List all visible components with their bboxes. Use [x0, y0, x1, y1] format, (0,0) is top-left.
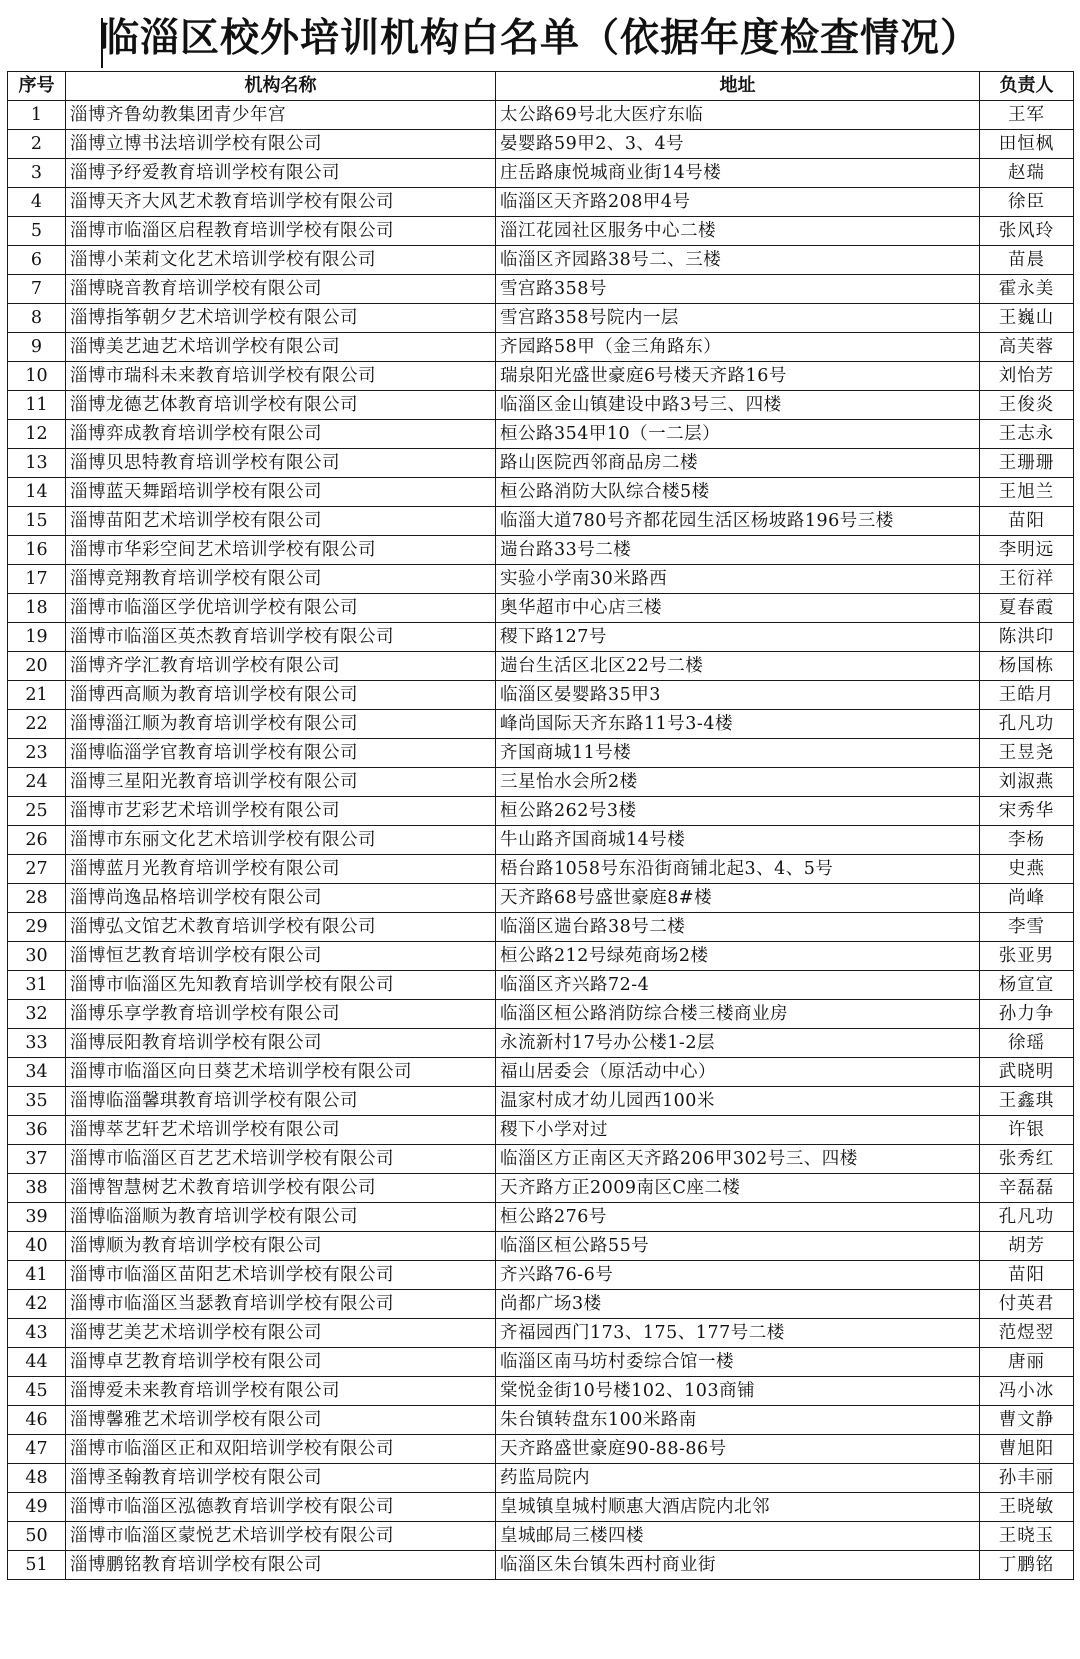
cell-address: 庄岳路康悦城商业街14号楼: [496, 159, 980, 188]
cell-address: 雪宫路358号: [496, 275, 980, 304]
table-row: [8, 1174, 1074, 1203]
cell-address: 临淄区天齐路208甲4号: [496, 188, 980, 217]
cell-institution-name: 淄博市临淄区当瑟教育培训学校有限公司: [66, 1290, 496, 1319]
cell-person-in-charge: 田恒枫: [980, 130, 1074, 159]
cell-person-in-charge: 王晓玉: [980, 1522, 1074, 1551]
cell-person-in-charge: 王珊珊: [980, 449, 1074, 478]
cell-person-in-charge: 张秀红: [980, 1145, 1074, 1174]
cell-no: 10: [8, 362, 66, 391]
cell-no: 7: [8, 275, 66, 304]
cell-institution-name: 淄博爱未来教育培训学校有限公司: [66, 1377, 496, 1406]
cell-no: 37: [8, 1145, 66, 1174]
cell-person-in-charge: 刘怡芳: [980, 362, 1074, 391]
cell-institution-name: 淄博馨雅艺术培训学校有限公司: [66, 1406, 496, 1435]
cell-person-in-charge: 杨宣宣: [980, 971, 1074, 1000]
cell-address: 临淄区遄台路38号二楼: [496, 913, 980, 942]
cell-address: 临淄区齐园路38号二、三楼: [496, 246, 980, 275]
cell-person-in-charge: 胡芳: [980, 1232, 1074, 1261]
cell-address: 天齐路方正2009南区C座二楼: [496, 1174, 980, 1203]
cell-institution-name: 淄博市临淄区向日葵艺术培训学校有限公司: [66, 1058, 496, 1087]
cell-institution-name: 淄博卓艺教育培训学校有限公司: [66, 1348, 496, 1377]
cell-person-in-charge: 杨国栋: [980, 652, 1074, 681]
cell-institution-name: 淄博晓音教育培训学校有限公司: [66, 275, 496, 304]
cell-no: 30: [8, 942, 66, 971]
cell-institution-name: 淄博圣翰教育培训学校有限公司: [66, 1464, 496, 1493]
table-row: [8, 507, 1074, 536]
cell-no: 17: [8, 565, 66, 594]
cell-address: 遄台路33号二楼: [496, 536, 980, 565]
cell-institution-name: 淄博市临淄区百艺艺术培训学校有限公司: [66, 1145, 496, 1174]
cell-institution-name: 淄博蓝天舞蹈培训学校有限公司: [66, 478, 496, 507]
cell-institution-name: 淄博竞翔教育培训学校有限公司: [66, 565, 496, 594]
cell-no: 26: [8, 826, 66, 855]
cell-no: 23: [8, 739, 66, 768]
cell-address: 桓公路262号3楼: [496, 797, 980, 826]
table-row: [8, 942, 1074, 971]
cell-institution-name: 淄博智慧树艺术教育培训学校有限公司: [66, 1174, 496, 1203]
cell-no: 46: [8, 1406, 66, 1435]
cell-no: 27: [8, 855, 66, 884]
cell-no: 8: [8, 304, 66, 333]
cell-address: 桓公路212号绿苑商场2楼: [496, 942, 980, 971]
cell-institution-name: 淄博市临淄区英杰教育培训学校有限公司: [66, 623, 496, 652]
cell-institution-name: 淄博美艺迪艺术培训学校有限公司: [66, 333, 496, 362]
cell-no: 44: [8, 1348, 66, 1377]
cell-no: 18: [8, 594, 66, 623]
cell-no: 14: [8, 478, 66, 507]
cell-no: 11: [8, 391, 66, 420]
table-row: [8, 246, 1074, 275]
cell-institution-name: 淄博齐学汇教育培训学校有限公司: [66, 652, 496, 681]
header-address: 地址: [496, 72, 980, 101]
cell-no: 51: [8, 1551, 66, 1580]
cell-address: 三星怡水会所2楼: [496, 768, 980, 797]
cell-institution-name: 淄博齐鲁幼教集团青少年宫: [66, 101, 496, 130]
cell-address: 朱台镇转盘东100米路南: [496, 1406, 980, 1435]
cell-address: 齐园路58甲（金三角路东）: [496, 333, 980, 362]
table-row: [8, 1058, 1074, 1087]
cell-institution-name: 淄博市东丽文化艺术培训学校有限公司: [66, 826, 496, 855]
cell-address: 临淄大道780号齐都花园生活区杨坡路196号三楼: [496, 507, 980, 536]
cell-no: 3: [8, 159, 66, 188]
cell-person-in-charge: 孙力争: [980, 1000, 1074, 1029]
cell-no: 13: [8, 449, 66, 478]
cell-person-in-charge: 许银: [980, 1116, 1074, 1145]
cell-no: 19: [8, 623, 66, 652]
table-row: [8, 362, 1074, 391]
cell-institution-name: 淄博乐享学教育培训学校有限公司: [66, 1000, 496, 1029]
cell-person-in-charge: 孙丰丽: [980, 1464, 1074, 1493]
cell-address: 临淄区桓公路消防综合楼三楼商业房: [496, 1000, 980, 1029]
cell-no: 45: [8, 1377, 66, 1406]
cell-person-in-charge: 王军: [980, 101, 1074, 130]
cell-institution-name: 淄博临淄馨琪教育培训学校有限公司: [66, 1087, 496, 1116]
cell-no: 47: [8, 1435, 66, 1464]
cell-no: 5: [8, 217, 66, 246]
table-row: [8, 826, 1074, 855]
cell-address: 淄江花园社区服务中心二楼: [496, 217, 980, 246]
cell-institution-name: 淄博临淄学官教育培训学校有限公司: [66, 739, 496, 768]
cell-person-in-charge: 孔凡功: [980, 710, 1074, 739]
header-name: 机构名称: [66, 72, 496, 101]
cell-institution-name: 淄博艺美艺术培训学校有限公司: [66, 1319, 496, 1348]
table-row: [8, 1435, 1074, 1464]
cell-address: 奥华超市中心店三楼: [496, 594, 980, 623]
table-row: [8, 275, 1074, 304]
cell-address: 永流新村17号办公楼1-2层: [496, 1029, 980, 1058]
cell-person-in-charge: 王晓敏: [980, 1493, 1074, 1522]
cell-no: 50: [8, 1522, 66, 1551]
cell-person-in-charge: 丁鹏铭: [980, 1551, 1074, 1580]
table-row: [8, 1116, 1074, 1145]
table-row: [8, 855, 1074, 884]
cell-person-in-charge: 曹旭阳: [980, 1435, 1074, 1464]
table-row: [8, 449, 1074, 478]
table-row: [8, 1290, 1074, 1319]
cell-person-in-charge: 辛磊磊: [980, 1174, 1074, 1203]
cell-no: 49: [8, 1493, 66, 1522]
header-person: 负责人: [980, 72, 1074, 101]
cell-no: 20: [8, 652, 66, 681]
table-row: [8, 652, 1074, 681]
table-row: [8, 101, 1074, 130]
table-row: [8, 681, 1074, 710]
table-row: [8, 1493, 1074, 1522]
cell-person-in-charge: 李明远: [980, 536, 1074, 565]
table-row: [8, 1261, 1074, 1290]
table-row: [8, 565, 1074, 594]
cell-no: 43: [8, 1319, 66, 1348]
cell-person-in-charge: 冯小冰: [980, 1377, 1074, 1406]
cell-address: 桓公路276号: [496, 1203, 980, 1232]
cell-person-in-charge: 王俊炎: [980, 391, 1074, 420]
table-row: [8, 1377, 1074, 1406]
cell-no: 6: [8, 246, 66, 275]
cell-address: 晏婴路59甲2、3、4号: [496, 130, 980, 159]
cell-institution-name: 淄博市华彩空间艺术培训学校有限公司: [66, 536, 496, 565]
cell-institution-name: 淄博立博书法培训学校有限公司: [66, 130, 496, 159]
cell-no: 12: [8, 420, 66, 449]
table-row: [8, 797, 1074, 826]
table-row: [8, 1145, 1074, 1174]
cell-person-in-charge: 李杨: [980, 826, 1074, 855]
cell-no: 22: [8, 710, 66, 739]
cell-address: 实验小学南30米路西: [496, 565, 980, 594]
cell-no: 1: [8, 101, 66, 130]
cell-no: 39: [8, 1203, 66, 1232]
document-title: 临淄区校外培训机构白名单（依据年度检查情况）: [99, 16, 980, 61]
cell-address: 天齐路盛世豪庭90-88-86号: [496, 1435, 980, 1464]
cell-no: 2: [8, 130, 66, 159]
cell-institution-name: 淄博三星阳光教育培训学校有限公司: [66, 768, 496, 797]
cell-address: 桓公路354甲10（一二层）: [496, 420, 980, 449]
cell-address: 桓公路消防大队综合楼5楼: [496, 478, 980, 507]
cell-address: 太公路69号北大医疗东临: [496, 101, 980, 130]
cell-address: 临淄区晏婴路35甲3: [496, 681, 980, 710]
cell-no: 48: [8, 1464, 66, 1493]
cell-address: 齐兴路76-6号: [496, 1261, 980, 1290]
cell-institution-name: 淄博弈成教育培训学校有限公司: [66, 420, 496, 449]
cell-no: 15: [8, 507, 66, 536]
cell-person-in-charge: 王衍祥: [980, 565, 1074, 594]
cell-address: 尚都广场3楼: [496, 1290, 980, 1319]
cell-address: 福山居委会（原活动中心）: [496, 1058, 980, 1087]
cell-no: 40: [8, 1232, 66, 1261]
cell-institution-name: 淄博天齐大风艺术教育培训学校有限公司: [66, 188, 496, 217]
cell-person-in-charge: 陈洪印: [980, 623, 1074, 652]
table-row: [8, 1464, 1074, 1493]
table-row: [8, 1406, 1074, 1435]
cell-person-in-charge: 尚峰: [980, 884, 1074, 913]
cell-address: 临淄区齐兴路72-4: [496, 971, 980, 1000]
cell-person-in-charge: 王皓月: [980, 681, 1074, 710]
cell-person-in-charge: 高芙蓉: [980, 333, 1074, 362]
cell-person-in-charge: 史燕: [980, 855, 1074, 884]
table-row: [8, 478, 1074, 507]
cell-person-in-charge: 夏春霞: [980, 594, 1074, 623]
cell-no: 38: [8, 1174, 66, 1203]
table-body: [8, 101, 1074, 1580]
cell-address: 齐福园西门173、175、177号二楼: [496, 1319, 980, 1348]
cell-institution-name: 淄博尚逸品格培训学校有限公司: [66, 884, 496, 913]
cell-address: 遄台生活区北区22号二楼: [496, 652, 980, 681]
table-row: [8, 391, 1074, 420]
table-row: [8, 1000, 1074, 1029]
table-row: [8, 1232, 1074, 1261]
cell-no: 31: [8, 971, 66, 1000]
cell-institution-name: 淄博指筝朝夕艺术培训学校有限公司: [66, 304, 496, 333]
cell-address: 药监局院内: [496, 1464, 980, 1493]
cell-person-in-charge: 苗阳: [980, 1261, 1074, 1290]
cell-address: 梧台路1058号东沿街商铺北起3、4、5号: [496, 855, 980, 884]
cell-person-in-charge: 王鑫琪: [980, 1087, 1074, 1116]
table-row: [8, 1348, 1074, 1377]
cell-institution-name: 淄博西高顺为教育培训学校有限公司: [66, 681, 496, 710]
table-header-row: [8, 72, 1074, 101]
cell-institution-name: 淄博蓝月光教育培训学校有限公司: [66, 855, 496, 884]
cell-address: 皇城镇皇城村顺惠大酒店院内北邻: [496, 1493, 980, 1522]
cell-institution-name: 淄博市临淄区先知教育培训学校有限公司: [66, 971, 496, 1000]
cell-person-in-charge: 王志永: [980, 420, 1074, 449]
cell-person-in-charge: 孔凡功: [980, 1203, 1074, 1232]
cell-no: 24: [8, 768, 66, 797]
table-row: [8, 971, 1074, 1000]
table-row: [8, 739, 1074, 768]
cell-person-in-charge: 范煜翌: [980, 1319, 1074, 1348]
cell-person-in-charge: 赵瑞: [980, 159, 1074, 188]
cell-person-in-charge: 宋秀华: [980, 797, 1074, 826]
cell-person-in-charge: 王旭兰: [980, 478, 1074, 507]
cell-address: 齐国商城11号楼: [496, 739, 980, 768]
cell-institution-name: 淄博临淄顺为教育培训学校有限公司: [66, 1203, 496, 1232]
table-row: [8, 1029, 1074, 1058]
cell-person-in-charge: 曹文静: [980, 1406, 1074, 1435]
cell-institution-name: 淄博予纾爱教育培训学校有限公司: [66, 159, 496, 188]
cell-address: 临淄区南马坊村委综合馆一楼: [496, 1348, 980, 1377]
cell-address: 皇城邮局三楼四楼: [496, 1522, 980, 1551]
table-row: [8, 217, 1074, 246]
cell-person-in-charge: 霍永美: [980, 275, 1074, 304]
cell-institution-name: 淄博小茉莉文化艺术培训学校有限公司: [66, 246, 496, 275]
cell-institution-name: 淄博市临淄区学优培训学校有限公司: [66, 594, 496, 623]
cell-address: 稷下路127号: [496, 623, 980, 652]
cell-no: 41: [8, 1261, 66, 1290]
table-row: [8, 304, 1074, 333]
cell-person-in-charge: 张亚男: [980, 942, 1074, 971]
cell-institution-name: 淄博恒艺教育培训学校有限公司: [66, 942, 496, 971]
table-row: [8, 913, 1074, 942]
cell-institution-name: 淄博市临淄区蒙悦艺术培训学校有限公司: [66, 1522, 496, 1551]
cell-person-in-charge: 付英君: [980, 1290, 1074, 1319]
table-row: [8, 1203, 1074, 1232]
cell-address: 稷下小学对过: [496, 1116, 980, 1145]
cell-person-in-charge: 李雪: [980, 913, 1074, 942]
table-row: [8, 710, 1074, 739]
cell-address: 临淄区方正南区天齐路206甲302号三、四楼: [496, 1145, 980, 1174]
cell-institution-name: 淄博市临淄区启程教育培训学校有限公司: [66, 217, 496, 246]
cell-address: 雪宫路358号院内一层: [496, 304, 980, 333]
cell-address: 临淄区桓公路55号: [496, 1232, 980, 1261]
cell-institution-name: 淄博市临淄区苗阳艺术培训学校有限公司: [66, 1261, 496, 1290]
cell-no: 9: [8, 333, 66, 362]
cell-institution-name: 淄博萃艺轩艺术培训学校有限公司: [66, 1116, 496, 1145]
cell-address: 路山医院西邻商品房二楼: [496, 449, 980, 478]
cell-institution-name: 淄博弘文馆艺术教育培训学校有限公司: [66, 913, 496, 942]
cell-institution-name: 淄博顺为教育培训学校有限公司: [66, 1232, 496, 1261]
cell-no: 25: [8, 797, 66, 826]
cell-institution-name: 淄博市瑞科未来教育培训学校有限公司: [66, 362, 496, 391]
cell-institution-name: 淄博市临淄区泓德教育培训学校有限公司: [66, 1493, 496, 1522]
cell-no: 42: [8, 1290, 66, 1319]
cell-address: 临淄区金山镇建设中路3号三、四楼: [496, 391, 980, 420]
table-row: [8, 130, 1074, 159]
cell-person-in-charge: 武晓明: [980, 1058, 1074, 1087]
table-row: [8, 1551, 1074, 1580]
cell-address: 棠悦金街10号楼102、103商铺: [496, 1377, 980, 1406]
cell-no: 35: [8, 1087, 66, 1116]
cell-institution-name: 淄博辰阳教育培训学校有限公司: [66, 1029, 496, 1058]
table-row: [8, 594, 1074, 623]
cell-person-in-charge: 张风玲: [980, 217, 1074, 246]
table-row: [8, 1319, 1074, 1348]
cell-no: 16: [8, 536, 66, 565]
cell-address: 临淄区朱台镇朱西村商业街: [496, 1551, 980, 1580]
cell-institution-name: 淄博苗阳艺术培训学校有限公司: [66, 507, 496, 536]
cell-no: 4: [8, 188, 66, 217]
cell-address: 峰尚国际天齐东路11号3-4楼: [496, 710, 980, 739]
cell-person-in-charge: 王昱尧: [980, 739, 1074, 768]
cell-no: 32: [8, 1000, 66, 1029]
cell-address: 天齐路68号盛世豪庭8#楼: [496, 884, 980, 913]
cell-institution-name: 淄博淄江顺为教育培训学校有限公司: [66, 710, 496, 739]
cell-no: 33: [8, 1029, 66, 1058]
cell-person-in-charge: 王巍山: [980, 304, 1074, 333]
header-no: 序号: [8, 72, 66, 101]
cell-person-in-charge: 苗晨: [980, 246, 1074, 275]
table-row: [8, 536, 1074, 565]
cell-address: 瑞泉阳光盛世豪庭6号楼天齐路16号: [496, 362, 980, 391]
cell-address: 牛山路齐国商城14号楼: [496, 826, 980, 855]
table-row: [8, 333, 1074, 362]
whitelist-table: [7, 71, 1074, 1580]
cell-no: 34: [8, 1058, 66, 1087]
cell-no: 21: [8, 681, 66, 710]
cell-institution-name: 淄博市临淄区正和双阳培训学校有限公司: [66, 1435, 496, 1464]
cell-person-in-charge: 徐臣: [980, 188, 1074, 217]
cell-address: 温家村成才幼儿园西100米: [496, 1087, 980, 1116]
table-row: [8, 623, 1074, 652]
cell-institution-name: 淄博龙德艺体教育培训学校有限公司: [66, 391, 496, 420]
cell-institution-name: 淄博市艺彩艺术培训学校有限公司: [66, 797, 496, 826]
cell-no: 28: [8, 884, 66, 913]
table-row: [8, 1087, 1074, 1116]
cell-person-in-charge: 徐瑶: [980, 1029, 1074, 1058]
cell-no: 29: [8, 913, 66, 942]
table-row: [8, 420, 1074, 449]
cell-no: 36: [8, 1116, 66, 1145]
table-row: [8, 884, 1074, 913]
cell-person-in-charge: 唐丽: [980, 1348, 1074, 1377]
cell-institution-name: 淄博鹏铭教育培训学校有限公司: [66, 1551, 496, 1580]
cell-person-in-charge: 刘淑燕: [980, 768, 1074, 797]
table-row: [8, 1522, 1074, 1551]
table-row: [8, 188, 1074, 217]
table-row: [8, 159, 1074, 188]
cell-institution-name: 淄博贝思特教育培训学校有限公司: [66, 449, 496, 478]
cell-person-in-charge: 苗阳: [980, 507, 1074, 536]
table-row: [8, 768, 1074, 797]
